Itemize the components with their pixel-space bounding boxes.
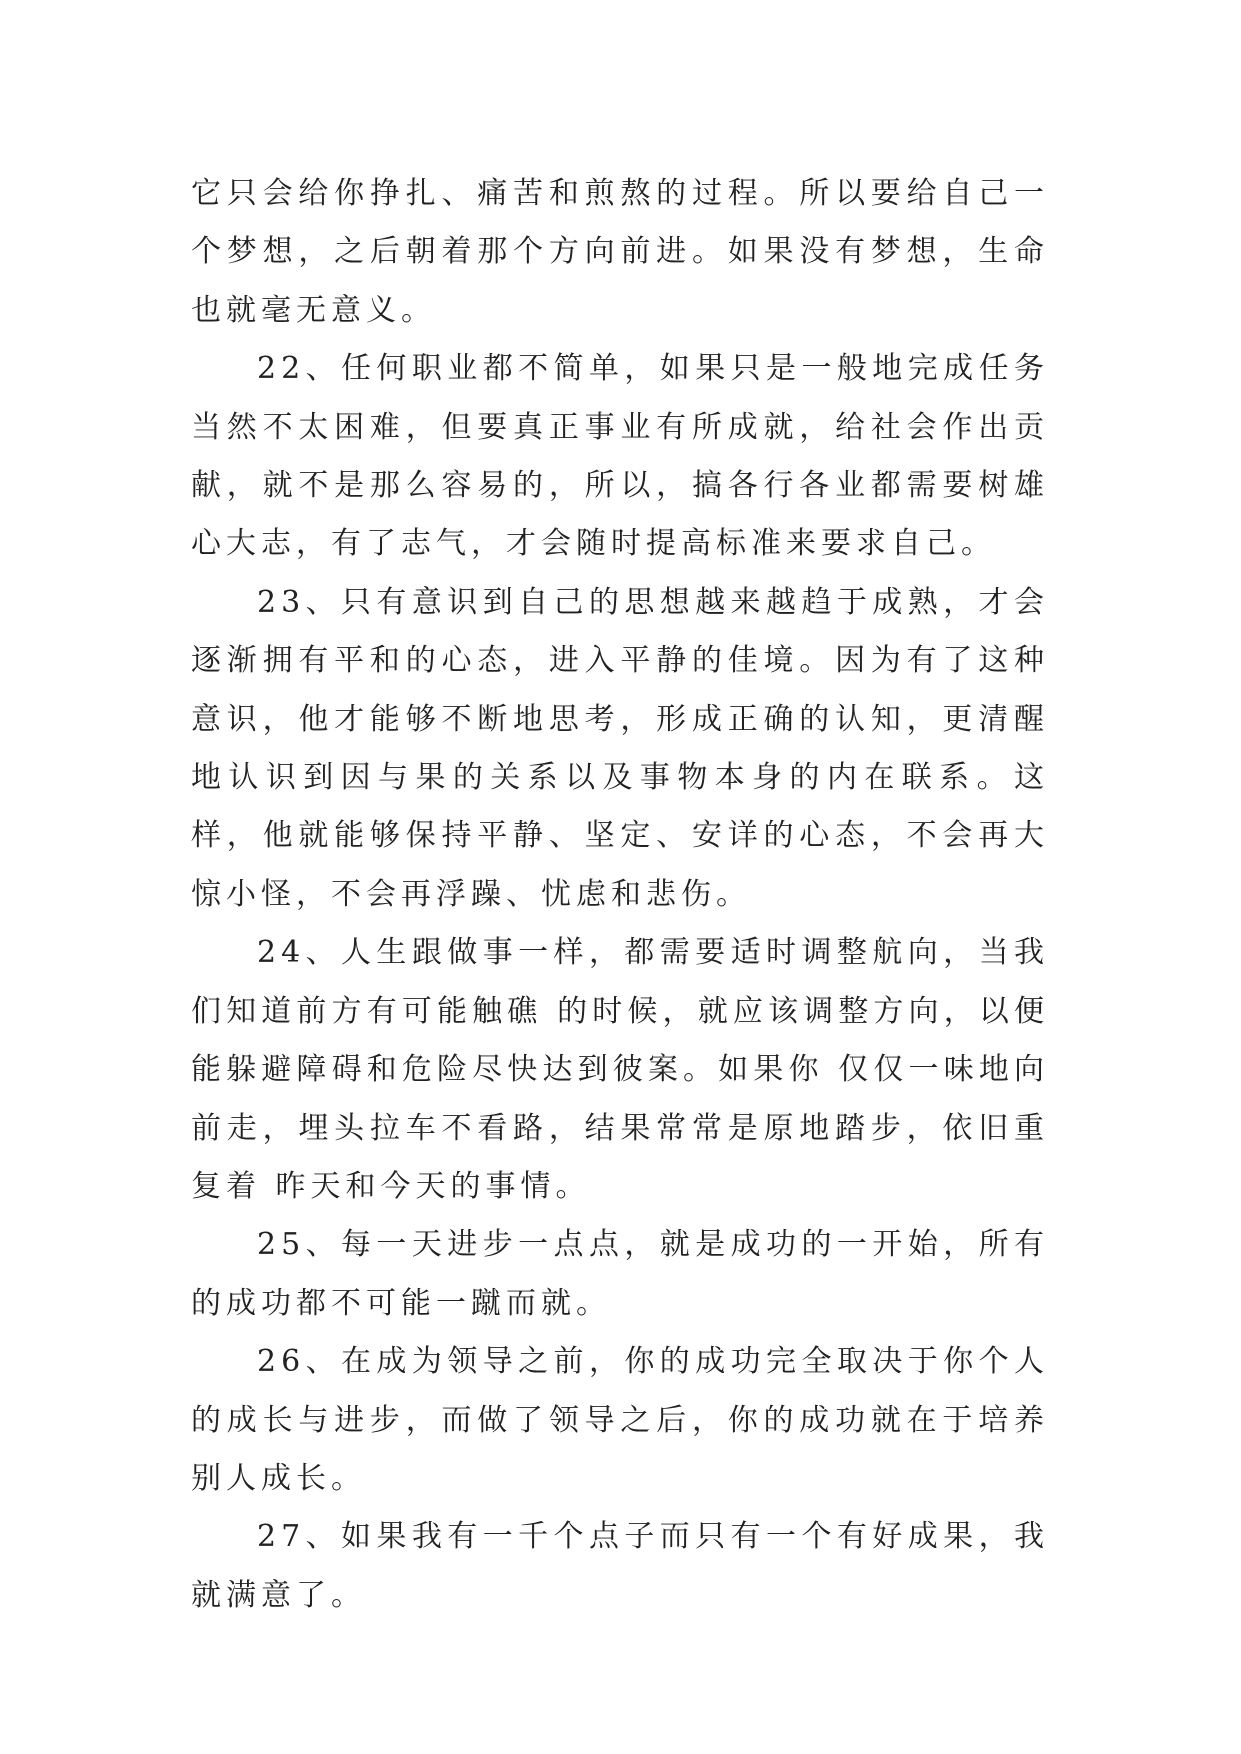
paragraph-24: 24、人生跟做事一样，都需要适时调整航向，当我们知道前方有可能触礁 的时候，就应该调整方向，以便能躲避障碍和危险尽快达到彼案。如果你 仅仅一味地向前走，埋头拉车不看路，结果常常是原地踏步，依旧重复着 昨天和今天的事情。 [191, 935, 1049, 1204]
paragraph-23: 23、只有意识到自己的思想越来越趋于成熟，才会逐渐拥有平和的心态，进入平静的佳境。因为有了这种意识，他才能够不断地思考，形成正确的认知，更清醒地认识到因与果的关系以及事物本身的内在联系。这样，他就能够保持平静、坚定、安详的心态，不会再大惊小怪，不会再浮躁、忧虑和悲伤。 [191, 584, 1049, 912]
paragraph-26: 26、在成为领导之前，你的成功完全取决于你个人的成长与进步，而做了领导之后，你的成功就在于培养别人成长。 [191, 1344, 1049, 1496]
paragraph-25: 25、每一天进步一点点，就是成功的一开始，所有的成功都不可能一蹴而就。 [191, 1227, 1049, 1321]
paragraph-continuation: 它只会给你挣扎、痛苦和煎熬的过程。所以要给自己一个梦想，之后朝着那个方向前进。如果没有梦想，生命也就毫无意义。 [191, 176, 1049, 328]
paragraph-27: 27、如果我有一千个点子而只有一个有好成果，我就满意了。 [191, 1519, 1049, 1613]
paragraph-22: 22、任何职业都不简单，如果只是一般地完成任务当然不太困难，但要真正事业有所成就，给社会作出贡献，就不是那么容易的，所以，搞各行各业都需要树雄心大志，有了志气，才会随时提高标准来要求自己。 [191, 351, 1049, 562]
document-page [191, 165, 1049, 1625]
